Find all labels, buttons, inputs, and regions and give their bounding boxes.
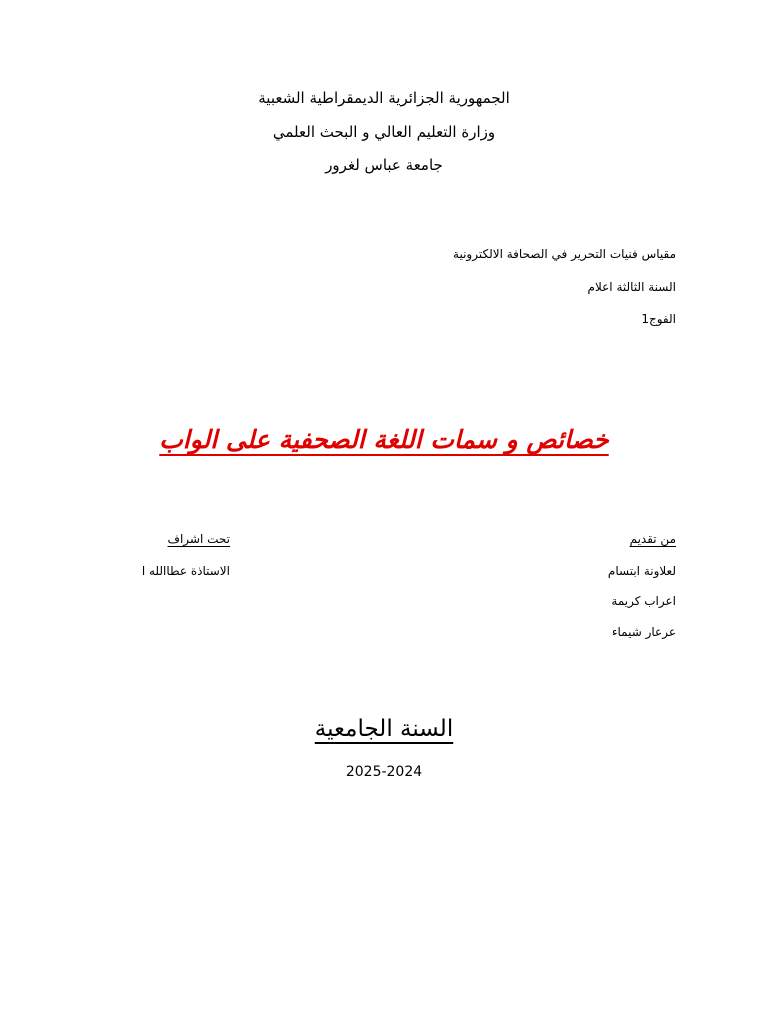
- supervisor-heading: تحت اشراف: [167, 532, 230, 546]
- academic-year-label: [0, 712, 768, 746]
- course-module: مقياس فنيات التحرير في الصحافة الالكترونية: [453, 247, 676, 261]
- header-republic: الجمهورية الجزائرية الديمقراطية الشعبية: [258, 89, 510, 107]
- presenter-name: عرعار شيماء: [611, 625, 676, 639]
- header-ministry: وزارة التعليم العالي و البحث العلمي: [272, 123, 496, 141]
- course-level: السنة الثالثة اعلام: [587, 280, 676, 294]
- document-title: [0, 420, 768, 460]
- academic-year-range: 2025-2024: [345, 764, 423, 780]
- header-university: جامعة عباس لغرور: [325, 156, 443, 174]
- presenter-name: اعراب كريمة: [611, 594, 676, 608]
- presenters-heading: من تقديم: [629, 532, 676, 546]
- presenter-name: لعلاونة ابتسام: [607, 564, 676, 578]
- course-group: الفوج1: [641, 312, 676, 326]
- supervisor-name: الاستاذة عطاالله ا: [141, 564, 230, 578]
- document-title-text: خصائص و سمات اللغة الصحفية على الواب: [159, 425, 609, 454]
- academic-year-label-text: السنة الجامعية: [314, 716, 454, 742]
